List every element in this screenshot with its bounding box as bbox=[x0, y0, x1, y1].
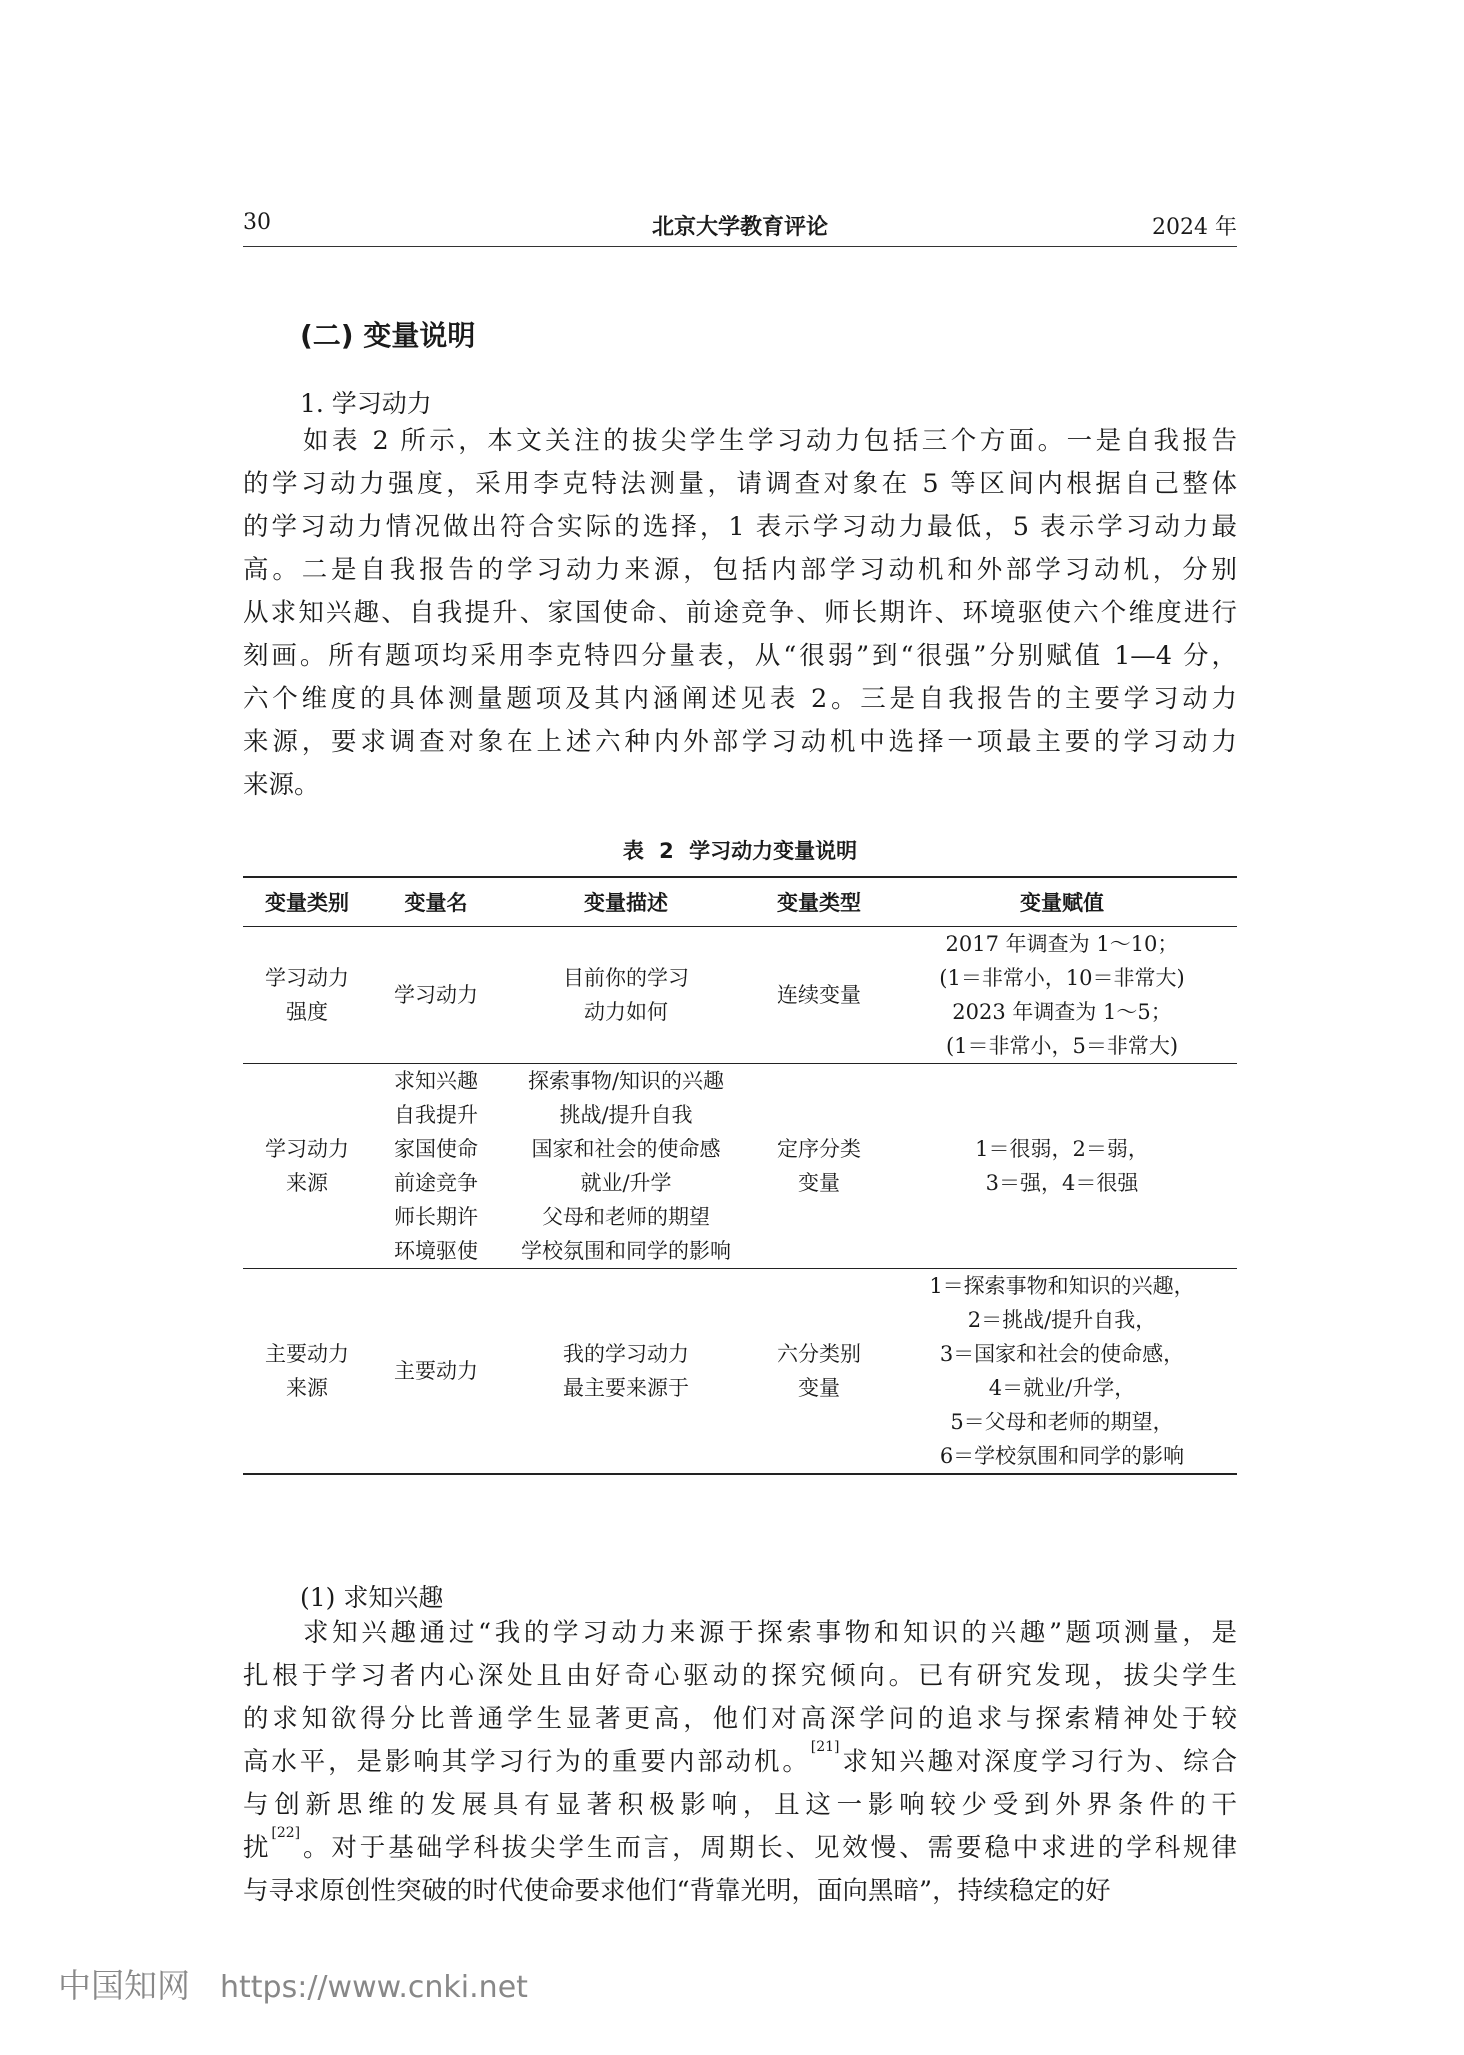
journal-title: 北京大学教育评论 bbox=[651, 215, 828, 240]
paragraph-learning-motivation bbox=[243, 420, 1237, 807]
paragraph-curiosity bbox=[243, 1612, 1237, 1913]
cell-text: 3＝国家和社会的使命感， bbox=[939, 1342, 1185, 1366]
cell-text: 父母和老师的期望 bbox=[542, 1205, 710, 1229]
table-header-row bbox=[243, 877, 1237, 927]
text-line: 来源。 bbox=[243, 770, 320, 800]
subsection-heading: 1. 学习动力 bbox=[300, 389, 432, 418]
text-run: 的求知欲得分比普通学生显著更高，他们对高深学问的追求与探索精神处于较 bbox=[243, 1704, 1237, 1734]
table-header-cell: 变量类型 bbox=[751, 877, 887, 927]
cell-text: 就业/升学 bbox=[580, 1171, 672, 1195]
cell-text: 自我提升 bbox=[394, 1103, 478, 1127]
text-line: 来源，要求调查对象在上述六种内外部学习动机中选择一项最主要的学习动力 bbox=[243, 727, 1237, 757]
table-row bbox=[243, 1064, 1237, 1269]
variable-table bbox=[243, 876, 1237, 1475]
citation-ref: [22] bbox=[271, 1825, 301, 1841]
cell-text: 变量 bbox=[798, 1171, 840, 1195]
page-number: 30 bbox=[243, 210, 271, 235]
table-cell-name bbox=[371, 1269, 501, 1475]
watermark-brand: 中国知网 bbox=[58, 1966, 190, 2005]
text-run: 扎根于学习者内心深处且由好奇心驱动的探究倾向。已有研究发现，拔尖学生 bbox=[243, 1661, 1237, 1691]
cell-text: 目前你的学习 bbox=[563, 966, 689, 990]
cell-text: 变量 bbox=[798, 1376, 840, 1400]
text-line: 的学习动力强度，采用李克特法测量，请调查对象在 5 等区间内根据自己整体 bbox=[243, 469, 1237, 499]
text-run: 。对于基础学科拔尖学生而言，周期长、见效慢、需要稳中求进的学科规律 bbox=[300, 1833, 1237, 1863]
table-cell-values bbox=[887, 1064, 1237, 1269]
publication-year: 2024 年 bbox=[1152, 215, 1237, 240]
text-line bbox=[243, 1612, 1237, 1655]
text-line: 刻画。所有题项均采用李克特四分量表，从“很弱”到“很强”分别赋值 1—4 分， bbox=[243, 641, 1237, 671]
cell-text: 最主要来源于 bbox=[563, 1376, 689, 1400]
cell-text: 求知兴趣 bbox=[394, 1069, 478, 1093]
table-cell-description bbox=[501, 927, 751, 1064]
table-cell-values bbox=[887, 927, 1237, 1064]
subsection-heading: (1) 求知兴趣 bbox=[300, 1583, 444, 1612]
cell-text: 前途竞争 bbox=[394, 1171, 478, 1195]
cnki-watermark bbox=[58, 1960, 528, 2007]
cell-text: 5＝父母和老师的期望， bbox=[950, 1410, 1174, 1434]
text-line: 六个维度的具体测量题项及其内涵阐述见表 2。三是自我报告的主要学习动力 bbox=[243, 684, 1237, 714]
table-row bbox=[243, 927, 1237, 1064]
table-cell-name bbox=[371, 1064, 501, 1269]
text-line bbox=[243, 1698, 1237, 1741]
text-run: 求知兴趣通过“我的学习动力来源于探索事物和知识的兴趣”题项测量，是 bbox=[303, 1618, 1237, 1648]
table-cell-type bbox=[751, 1269, 887, 1475]
table-cell-name bbox=[371, 927, 501, 1064]
cell-text: 主要动力 bbox=[265, 1342, 349, 1366]
text-run: 与寻求原创性突破的时代使命要求他们“背靠光明，面向黑暗”，持续稳定的好 bbox=[243, 1876, 1111, 1906]
table-header-cell: 变量赋值 bbox=[887, 877, 1237, 927]
table-cell-type bbox=[751, 1064, 887, 1269]
cell-text: 国家和社会的使命感 bbox=[531, 1137, 721, 1161]
table-header-cell: 变量描述 bbox=[501, 877, 751, 927]
text-line bbox=[243, 1784, 1237, 1827]
cell-text: 学习动力 bbox=[394, 983, 478, 1007]
cell-text: 我的学习动力 bbox=[563, 1342, 689, 1366]
table-row bbox=[243, 1269, 1237, 1475]
cell-text: 来源 bbox=[286, 1376, 328, 1400]
cell-text: (1＝非常小，5＝非常大) bbox=[945, 1034, 1179, 1058]
text-run: 与创新思维的发展具有显著积极影响，且这一影响较少受到外界条件的干 bbox=[243, 1790, 1237, 1820]
cell-text: 学习动力 bbox=[265, 1137, 349, 1161]
cell-text: 来源 bbox=[286, 1171, 328, 1195]
cell-text: 2023 年调查为 1～5； bbox=[952, 1000, 1172, 1024]
cell-text: 2017 年调查为 1～10； bbox=[945, 932, 1179, 956]
text-run: 扰 bbox=[243, 1833, 272, 1863]
running-head bbox=[243, 206, 1237, 247]
cell-text: 6＝学校氛围和同学的影响 bbox=[939, 1444, 1185, 1468]
table-cell-values bbox=[887, 1269, 1237, 1475]
cell-text: 1＝很弱，2＝弱， bbox=[975, 1137, 1149, 1161]
table-cell-type bbox=[751, 927, 887, 1064]
table-header-cell: 变量名 bbox=[371, 877, 501, 927]
cell-text: 家国使命 bbox=[394, 1137, 478, 1161]
cell-text: 定序分类 bbox=[777, 1137, 861, 1161]
cell-text: (1＝非常小，10＝非常大) bbox=[939, 966, 1185, 990]
cell-text: 主要动力 bbox=[394, 1359, 478, 1383]
cell-text: 动力如何 bbox=[584, 1000, 668, 1024]
watermark-url: https://www.cnki.net bbox=[220, 1970, 528, 2005]
cell-text: 六分类别 bbox=[777, 1342, 861, 1366]
cell-text: 学校氛围和同学的影响 bbox=[521, 1239, 731, 1263]
text-run: 求知兴趣对深度学习行为、综合 bbox=[839, 1747, 1237, 1777]
cell-text: 学习动力 bbox=[265, 966, 349, 990]
text-line bbox=[243, 1827, 1237, 1870]
cell-text: 4＝就业/升学， bbox=[988, 1376, 1136, 1400]
table-header-cell: 变量类别 bbox=[243, 877, 371, 927]
table-cell-description bbox=[501, 1269, 751, 1475]
text-run: 高水平，是影响其学习行为的重要内部动机。 bbox=[243, 1747, 811, 1777]
text-line bbox=[243, 1741, 1237, 1784]
cell-text: 探索事物/知识的兴趣 bbox=[527, 1069, 725, 1093]
cell-text: 3＝强，4＝很强 bbox=[985, 1171, 1139, 1195]
text-line: 从求知兴趣、自我提升、家国使命、前途竞争、师长期许、环境驱使六个维度进行 bbox=[243, 598, 1237, 628]
section-title: (二) 变量说明 bbox=[300, 319, 476, 352]
cell-text: 强度 bbox=[286, 1000, 328, 1024]
text-line bbox=[243, 1870, 1237, 1913]
cell-text: 挑战/提升自我 bbox=[559, 1103, 693, 1127]
cell-text: 连续变量 bbox=[777, 983, 861, 1007]
citation-ref: [21] bbox=[810, 1739, 840, 1755]
cell-text: 2＝挑战/提升自我， bbox=[967, 1308, 1157, 1332]
cell-text: 1＝探索事物和知识的兴趣， bbox=[929, 1274, 1195, 1298]
text-line bbox=[243, 1655, 1237, 1698]
cell-text: 环境驱使 bbox=[394, 1239, 478, 1263]
table-cell-category bbox=[243, 927, 371, 1064]
text-line: 高。二是自我报告的学习动力来源，包括内部学习动机和外部学习动机，分别 bbox=[243, 555, 1237, 585]
table-cell-description bbox=[501, 1064, 751, 1269]
table-cell-category bbox=[243, 1064, 371, 1269]
text-line: 的学习动力情况做出符合实际的选择，1 表示学习动力最低，5 表示学习动力最 bbox=[243, 512, 1237, 542]
cell-text: 师长期许 bbox=[394, 1205, 478, 1229]
text-line: 如表 2 所示，本文关注的拔尖学生学习动力包括三个方面。一是自我报告 bbox=[303, 426, 1237, 456]
table-caption: 表 2 学习动力变量说明 bbox=[622, 839, 858, 863]
table-cell-category bbox=[243, 1269, 371, 1475]
